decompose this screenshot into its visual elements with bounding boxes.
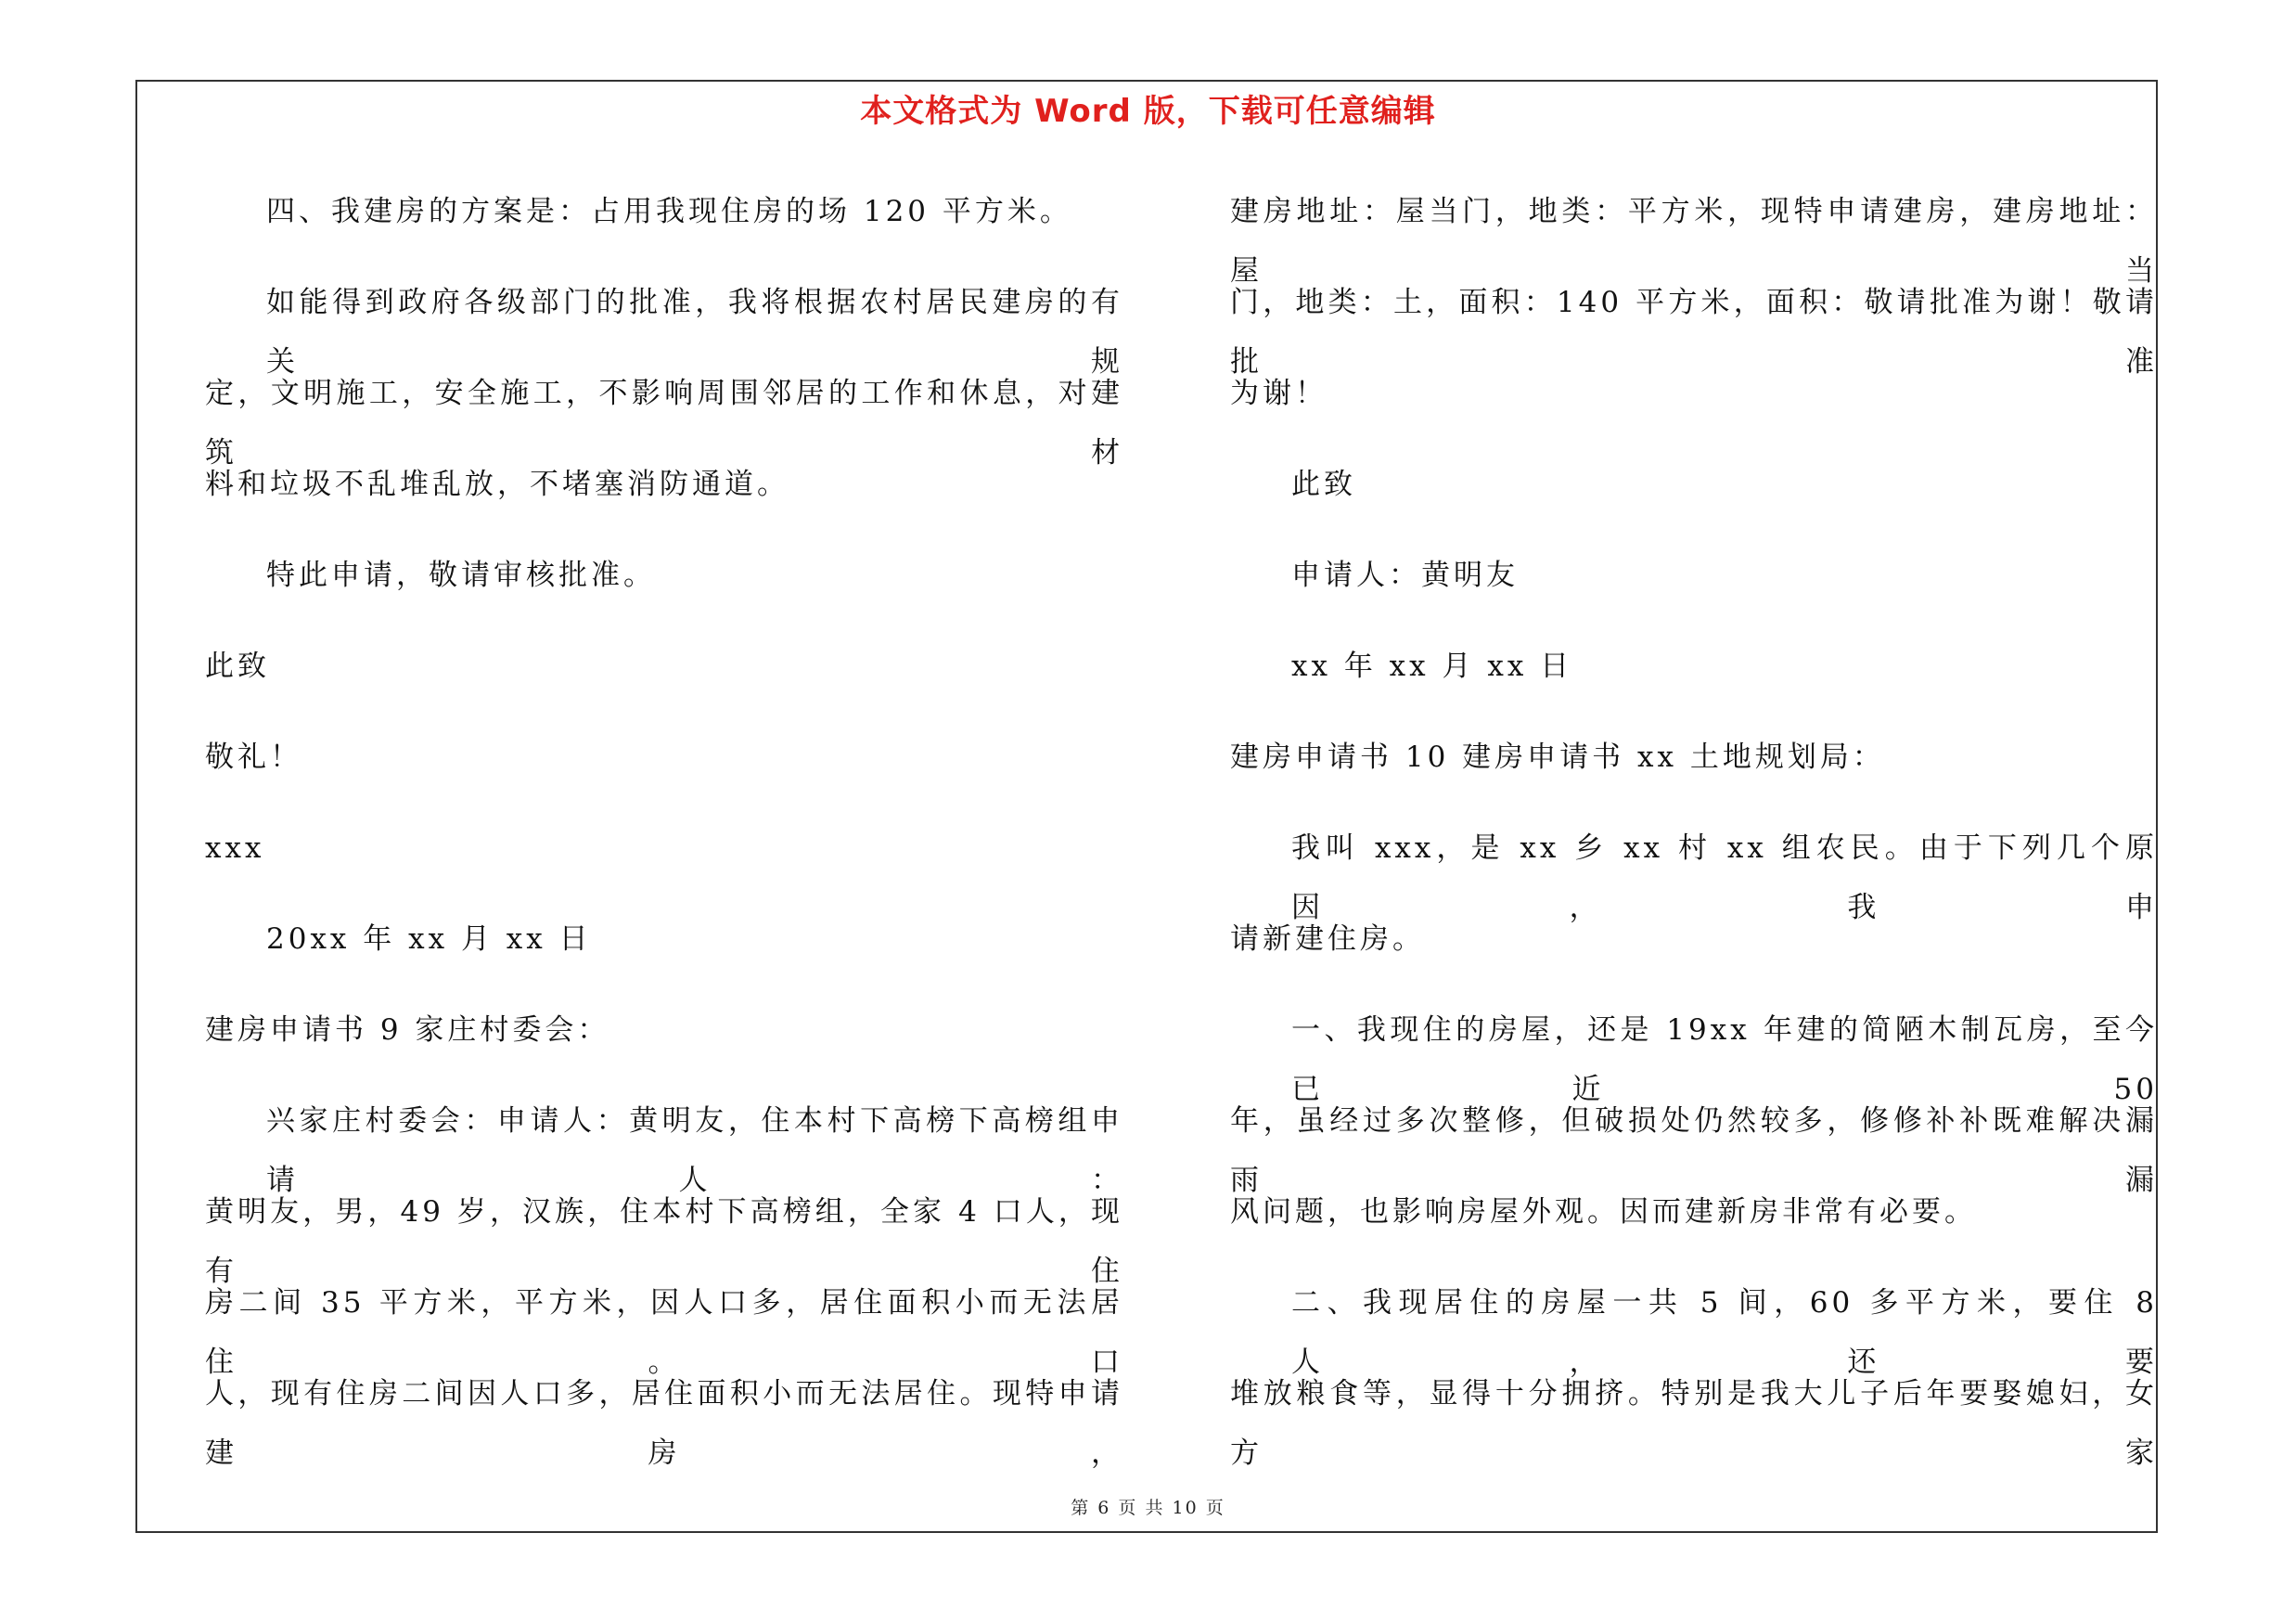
text-line: 建房申请书 9 家庄村委会： xyxy=(205,1013,610,1047)
text-line: 建房地址：屋当门，地类：平方米，现特申请建房，建房地址：屋当 xyxy=(1230,195,2158,288)
text-line: 请新建住房。 xyxy=(1230,922,1425,956)
text-line: 申请人：黄明友 xyxy=(1291,559,1519,592)
text-line: 定，文明施工，安全施工，不影响周围邻居的工作和休息，对建筑材 xyxy=(205,377,1123,470)
text-line: 房二间 35 平方米，平方米，因人口多，居住面积小而无法居住。口 xyxy=(205,1286,1123,1379)
text-line: 堆放粮食等，显得十分拥挤。特别是我大儿子后年要娶媳妇，女方家 xyxy=(1230,1377,2158,1470)
text-line: 兴家庄村委会：申请人：黄明友，住本村下高榜下高榜组申请人： xyxy=(266,1104,1123,1197)
text-line: 黄明友，男，49 岁，汉族，住本村下高榜组，全家 4 口人，现有住 xyxy=(205,1195,1123,1288)
text-line: 建房申请书 10 建房申请书 xx 土地规划局： xyxy=(1230,741,1885,774)
text-line: 敬礼！ xyxy=(205,741,302,774)
text-line: 人，现有住房二间因人口多，居住面积小而无法居住。现特申请建房， xyxy=(205,1377,1123,1470)
left-column xyxy=(205,182,1123,1470)
text-line: xx 年 xx 月 xx 日 xyxy=(1291,650,1573,683)
text-line: 门，地类：土，面积：140 平方米，面积：敬请批准为谢！敬请批准 xyxy=(1230,286,2158,379)
text-line: 此致 xyxy=(1291,468,1356,501)
page-footer: 第 6 页 共 10 页 xyxy=(1071,1498,1225,1518)
text-line: 风问题，也影响房屋外观。因而建新房非常有必要。 xyxy=(1230,1195,1977,1229)
text-line: 四、我建房的方案是：占用我现住房的场 120 平方米。 xyxy=(266,195,1072,228)
text-line: 特此申请，敬请审核批准。 xyxy=(266,559,656,592)
text-line: 如能得到政府各级部门的批准，我将根据农村居民建房的有关规 xyxy=(266,286,1123,379)
text-line: 此致 xyxy=(205,650,270,683)
text-line: 为谢！ xyxy=(1230,377,1328,410)
right-column xyxy=(1230,182,2158,1470)
text-line: 料和垃圾不乱堆乱放，不堵塞消防通道。 xyxy=(205,468,789,501)
text-line: xxx xyxy=(205,831,265,865)
text-line: 二、我现居住的房屋一共 5 间，60 多平方米，要住 8 人，还要 xyxy=(1291,1286,2158,1379)
format-banner: 本文格式为 Word 版，下载可任意编辑 xyxy=(860,93,1436,130)
text-line: 我叫 xxx，是 xx 乡 xx 村 xx 组农民。由于下列几个原因，我申 xyxy=(1291,831,2158,924)
text-line: 一、我现住的房屋，还是 19xx 年建的简陋木制瓦房，至今已近 50 xyxy=(1291,1013,2158,1106)
text-line: 年，虽经过多次整修，但破损处仍然较多，修修补补既难解决漏雨漏 xyxy=(1230,1104,2158,1197)
text-line: 20xx 年 xx 月 xx 日 xyxy=(266,922,592,956)
